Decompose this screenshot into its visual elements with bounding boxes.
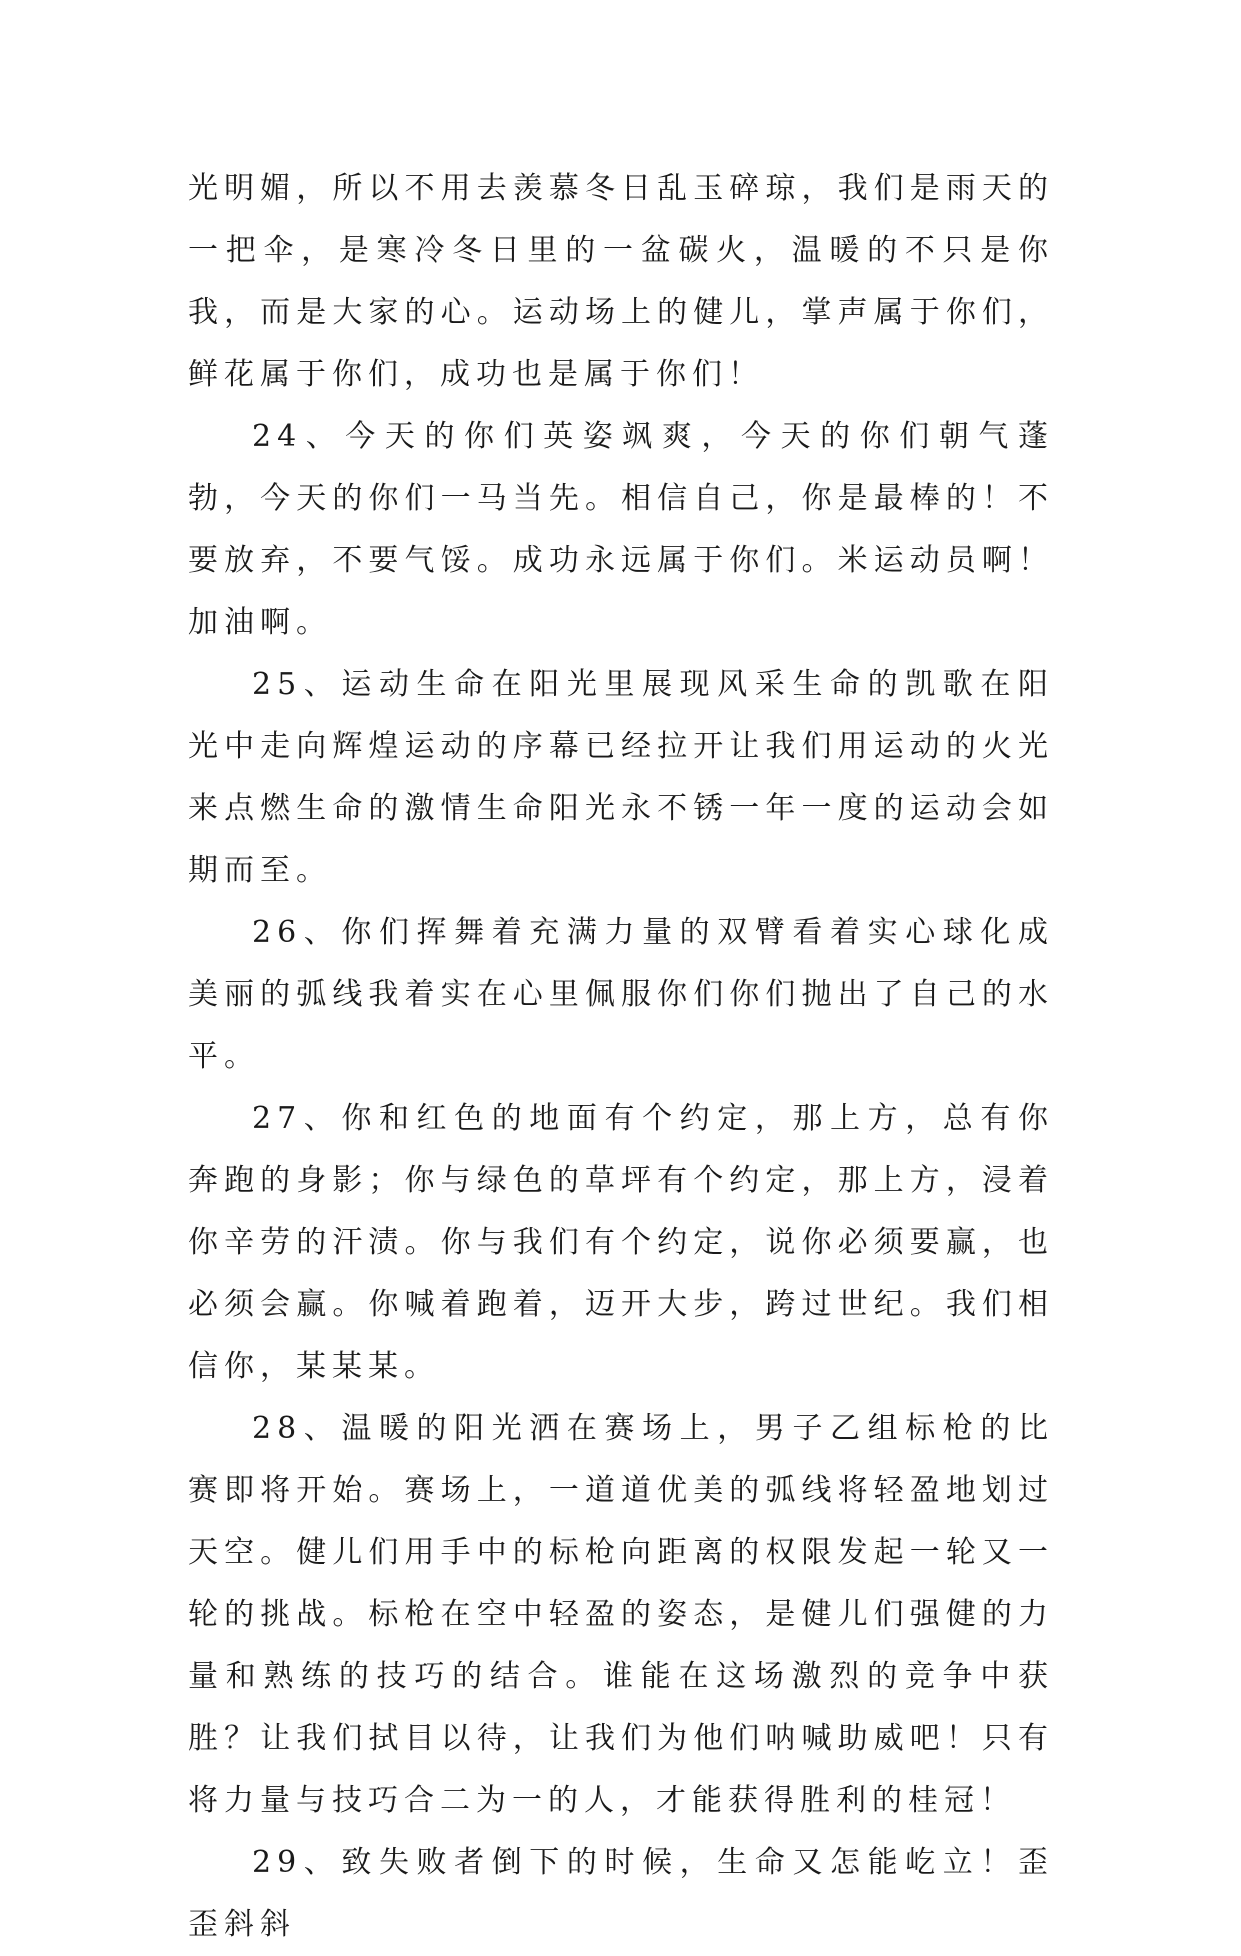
- paragraph: 24、今天的你们英姿飒爽，今天的你们朝气蓬勃，今天的你们一马当先。相信自己，你是最棒的！不要放弃，不要气馁。成功永远属于你们。米运动员啊！加油啊。: [188, 419, 1054, 640]
- paragraph: 27、你和红色的地面有个约定，那上方，总有你奔跑的身影；你与绿色的草坪有个约定，那上方，浸着你辛劳的汗渍。你与我们有个约定，说你必须要赢，也必须会赢。你喊着跑着，迈开大步，跨过世纪。我们相信你，某某某。: [188, 1101, 1054, 1384]
- paragraph: 28、温暖的阳光洒在赛场上，男子乙组标枪的比赛即将开始。赛场上，一道道优美的弧线将轻盈地划过天空。健儿们用手中的标枪向距离的权限发起一轮又一轮的挑战。标枪在空中轻盈的姿态，是健儿们强健的力量和熟练的技巧的结合。谁能在这场激烈的竞争中获胜？让我们拭目以待，让我们为他们呐喊助威吧！只有将力量与技巧合二为一的人，才能获得胜利的桂冠！: [188, 1411, 1054, 1818]
- paragraph: 25、运动生命在阳光里展现风采生命的凯歌在阳光中走向辉煌运动的序幕已经拉开让我们用运动的火光来点燃生命的激情生命阳光永不锈一年一度的运动会如期而至。: [188, 667, 1054, 888]
- paragraph: 26、你们挥舞着充满力量的双臂看着实心球化成美丽的弧线我着实在心里佩服你们你们抛出了自己的水平。: [188, 915, 1054, 1074]
- paragraph: 29、致失败者倒下的时候，生命又怎能屹立！歪歪斜斜: [188, 1845, 1054, 1942]
- paragraph: 光明媚，所以不用去羡慕冬日乱玉碎琼，我们是雨天的一把伞，是寒冷冬日里的一盆碳火，温暖的不只是你我，而是大家的心。运动场上的健儿，掌声属于你们，鲜花属于你们，成功也是属于你们！: [188, 171, 1054, 392]
- document-body: [188, 158, 1054, 1956]
